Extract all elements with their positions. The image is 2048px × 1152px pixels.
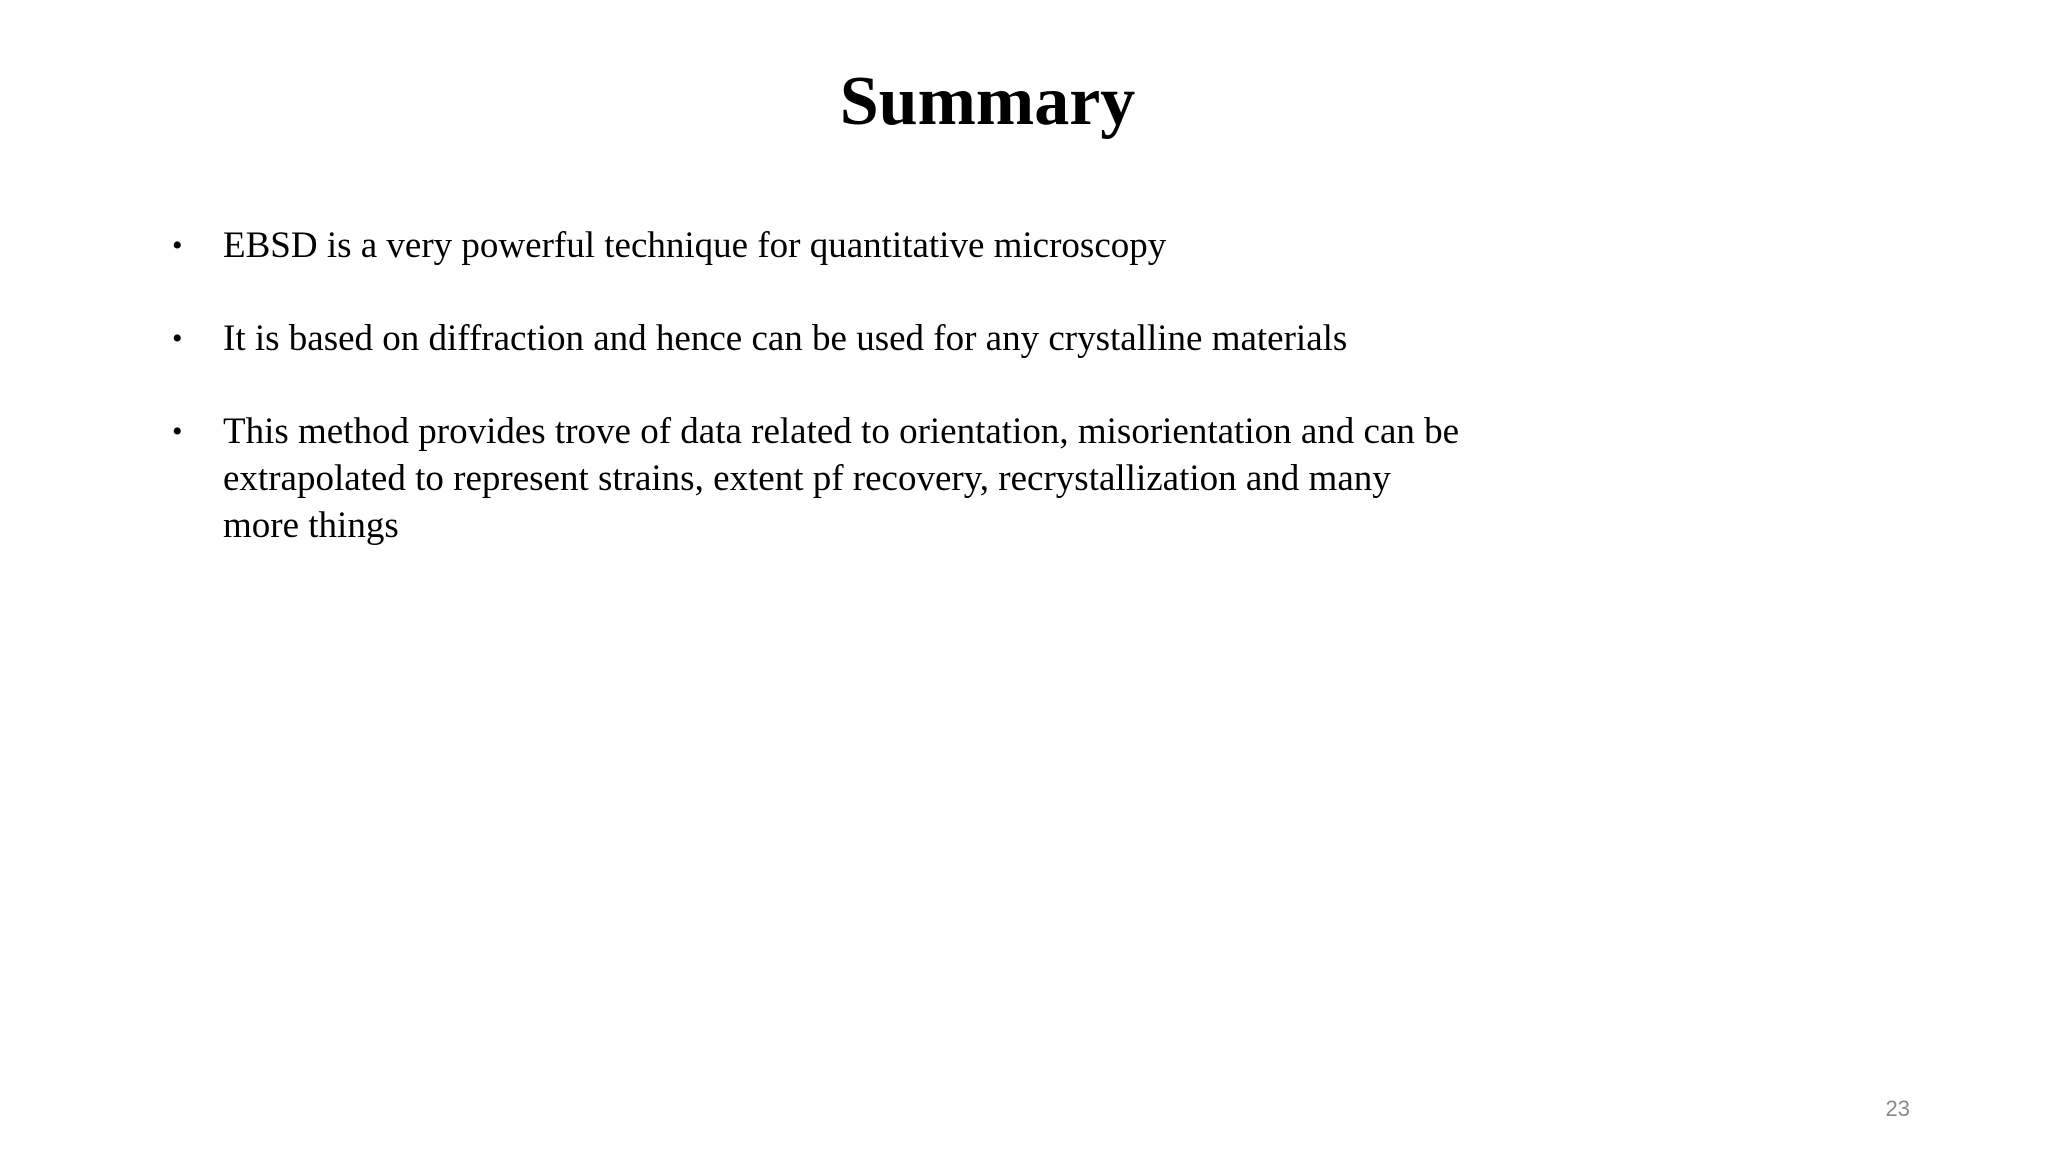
bullet-item bbox=[172, 408, 1472, 549]
page-number: 23 bbox=[1885, 1096, 1910, 1121]
bullet-text: This method provides trove of data related to orientation, misorientation and can be extrapolated to represent strains, extent pf recovery, recrystallization and many more things bbox=[223, 411, 1460, 546]
slide-title: Summary bbox=[839, 63, 1136, 140]
bullet-item bbox=[172, 222, 1472, 269]
bullet-icon: • bbox=[172, 229, 183, 262]
bullet-item bbox=[172, 315, 1472, 362]
bullet-text: It is based on diffraction and hence can be used for any crystalline materials bbox=[223, 318, 1348, 359]
bullet-icon: • bbox=[172, 322, 183, 355]
bullet-icon: • bbox=[172, 415, 183, 448]
bullet-text: EBSD is a very powerful technique for quantitative microscopy bbox=[223, 225, 1167, 266]
bullet-list bbox=[172, 222, 1472, 595]
